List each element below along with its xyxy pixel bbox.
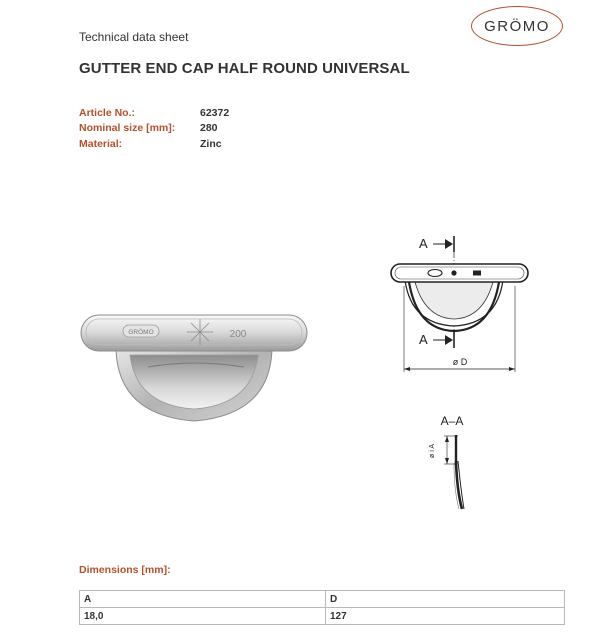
spec-value: 280 (200, 122, 218, 135)
product-emboss-brand: GRÖMO (128, 329, 154, 336)
table-cell: 18,0 (80, 608, 326, 625)
spec-row-nominal-size (79, 121, 229, 137)
table-header-cell: D (326, 591, 565, 608)
spec-label: Article No.: (79, 106, 136, 119)
section-marker-top: A (419, 236, 428, 251)
spec-row-material (79, 136, 229, 152)
front-view-drawing (385, 228, 535, 378)
spec-value: Zinc (200, 137, 222, 150)
gromo-logo (471, 6, 563, 46)
logo-text: GRÖMO (484, 17, 550, 35)
product-image (78, 305, 310, 429)
page-title: GUTTER END CAP HALF ROUND UNIVERSAL (79, 60, 410, 77)
table-header-row (80, 591, 565, 608)
section-view-drawing (418, 405, 478, 517)
spec-label: Material: (79, 137, 123, 150)
diameter-label: ø D (452, 357, 468, 367)
table-row (80, 608, 565, 625)
section-dim-label: ø i A (429, 443, 436, 459)
spec-label: Nominal size [mm]: (79, 122, 176, 135)
section-title: A–A (440, 414, 464, 428)
spec-value: 62372 (200, 106, 230, 119)
dimensions-table (79, 590, 565, 625)
table-cell: 127 (326, 608, 565, 625)
document-type: Technical data sheet (79, 30, 189, 44)
product-emboss-size: 200 (229, 329, 247, 340)
table-header-cell: A (80, 591, 326, 608)
spec-row-article (79, 105, 229, 121)
spec-list (79, 105, 229, 152)
dimensions-heading: Dimensions [mm]: (79, 564, 171, 576)
section-marker-bottom: A (419, 332, 428, 347)
